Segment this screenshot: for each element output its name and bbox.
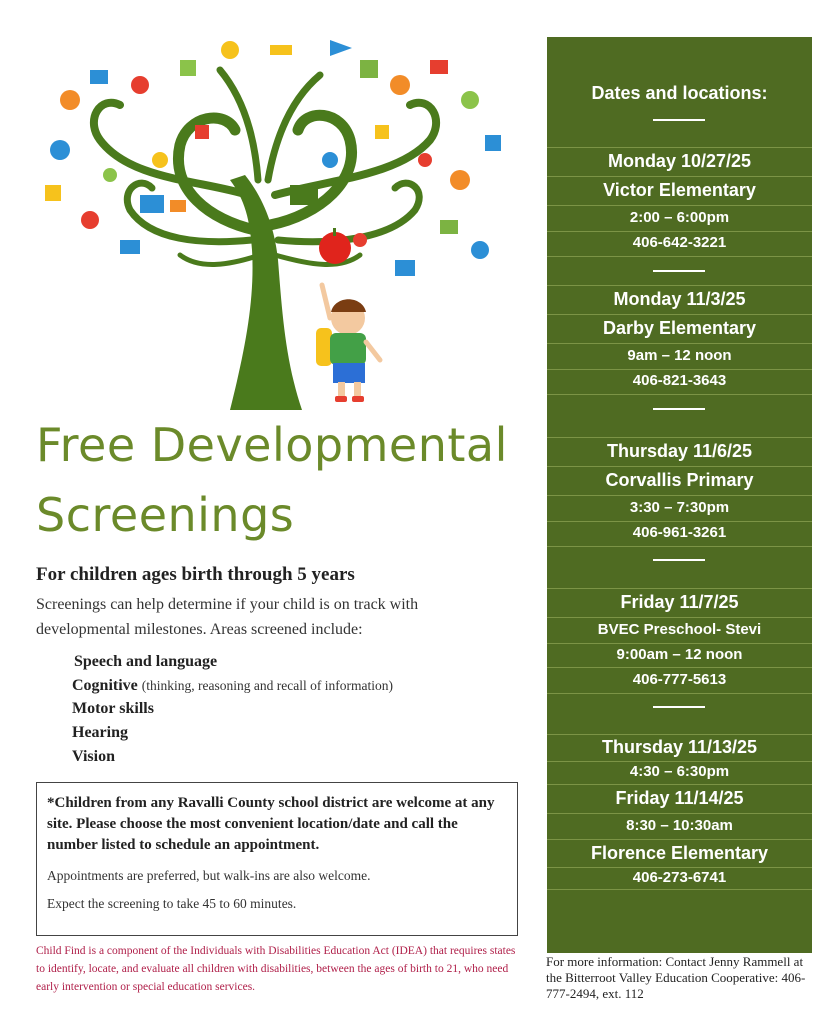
row-line [547, 205, 812, 206]
panel-divider [653, 119, 705, 121]
row-line [547, 761, 812, 762]
page-title-line-2: Screenings [36, 488, 295, 542]
row-line [547, 147, 812, 148]
row-line [547, 437, 812, 438]
row-line [547, 867, 812, 868]
panel-divider [653, 706, 705, 708]
age-subheading: For children ages birth through 5 years [36, 564, 355, 585]
tree-illustration [30, 30, 510, 415]
notice-bold-text: *Children from any Ravalli County school district are welcome at any site. Please choose the most convenient location/date and call the number listed to schedule an appointment. [47, 795, 495, 853]
event-place: BVEC Preschool- Stevi [597, 621, 762, 638]
event-day: Friday 11/7/25 [620, 592, 739, 612]
event-day: Monday 10/27/25 [607, 151, 752, 171]
row-line [547, 617, 812, 618]
event-time: 9am – 12 noon [627, 347, 732, 364]
event-phone: 406-961-3261 [632, 524, 727, 541]
event-day: Monday 11/3/25 [613, 289, 746, 309]
row-line [547, 588, 812, 589]
event-phone: 406-777-5613 [632, 671, 727, 688]
row-line [547, 343, 812, 344]
row-line [547, 546, 812, 547]
event-day: Thursday 11/6/25 [606, 441, 753, 461]
row-line [547, 314, 812, 315]
event-phone: 406-642-3221 [632, 234, 727, 251]
event-place: Victor Elementary [603, 180, 756, 200]
row-line [547, 734, 812, 735]
event-time: 9:00am – 12 noon [616, 646, 743, 663]
area-label: Speech and language [74, 653, 218, 670]
row-line [547, 667, 812, 668]
row-line [547, 813, 812, 814]
area-label: Motor skills [72, 700, 154, 717]
notice-appointments: Appointments are preferred, but walk-ins are also welcome. [47, 868, 371, 883]
area-vision [72, 748, 115, 766]
area-label: Hearing [72, 724, 128, 741]
event-time: 8:30 – 10:30am [626, 817, 733, 834]
page-title-line-1: Free Developmental [36, 418, 508, 472]
event-place: Corvallis Primary [605, 470, 754, 490]
panel-heading: Dates and locations: [591, 83, 768, 103]
row-line [547, 369, 812, 370]
row-line [547, 643, 812, 644]
child-find-text: Child Find is a component of the Individuals with Disabilities Education Act (IDEA) that requires states to identify, locate, and evaluate all children with disabilities, between the ages of birth to 21, who need early intervention or special education services. [36, 945, 516, 993]
row-line [547, 285, 812, 286]
notice-box [36, 782, 518, 936]
row-line [547, 693, 812, 694]
panel-divider [653, 408, 705, 410]
area-speech [74, 653, 217, 671]
event-phone: 406-821-3643 [632, 372, 727, 389]
row-line [547, 839, 812, 840]
area-hearing [72, 724, 128, 742]
event-day: Friday 11/14/25 [615, 788, 744, 808]
area-label: Cognitive [72, 677, 138, 694]
area-cognitive [72, 677, 393, 695]
row-line [547, 784, 812, 785]
row-line [547, 256, 812, 257]
area-label: Vision [72, 748, 115, 765]
row-line [547, 394, 812, 395]
event-time: 2:00 – 6:00pm [629, 209, 730, 226]
area-motor [72, 700, 154, 718]
dates-panel [547, 37, 812, 953]
row-line [547, 495, 812, 496]
row-line [547, 521, 812, 522]
notice-duration: Expect the screening to take 45 to 60 minutes. [47, 896, 297, 911]
event-place: Darby Elementary [602, 318, 757, 338]
more-info-text: For more information: Contact Jenny Rammell at the Bitterroot Valley Education Cooperative: 406-777-2494, ext. 112 [546, 954, 806, 1001]
event-phone: 406-273-6741 [632, 869, 727, 886]
row-line [547, 231, 812, 232]
event-place: Florence Elementary [590, 843, 769, 863]
area-note: (thinking, reasoning and recall of information) [141, 678, 393, 693]
row-line [547, 889, 812, 890]
event-time: 3:30 – 7:30pm [629, 499, 730, 516]
event-time: 4:30 – 6:30pm [629, 763, 730, 780]
panel-divider [653, 270, 705, 272]
row-line [547, 176, 812, 177]
panel-divider [653, 559, 705, 561]
intro-text: Screenings can help determine if your child is on track with developmental milestones. Areas screened include: [36, 596, 419, 638]
row-line [547, 466, 812, 467]
event-day: Thursday 11/13/25 [601, 737, 758, 757]
